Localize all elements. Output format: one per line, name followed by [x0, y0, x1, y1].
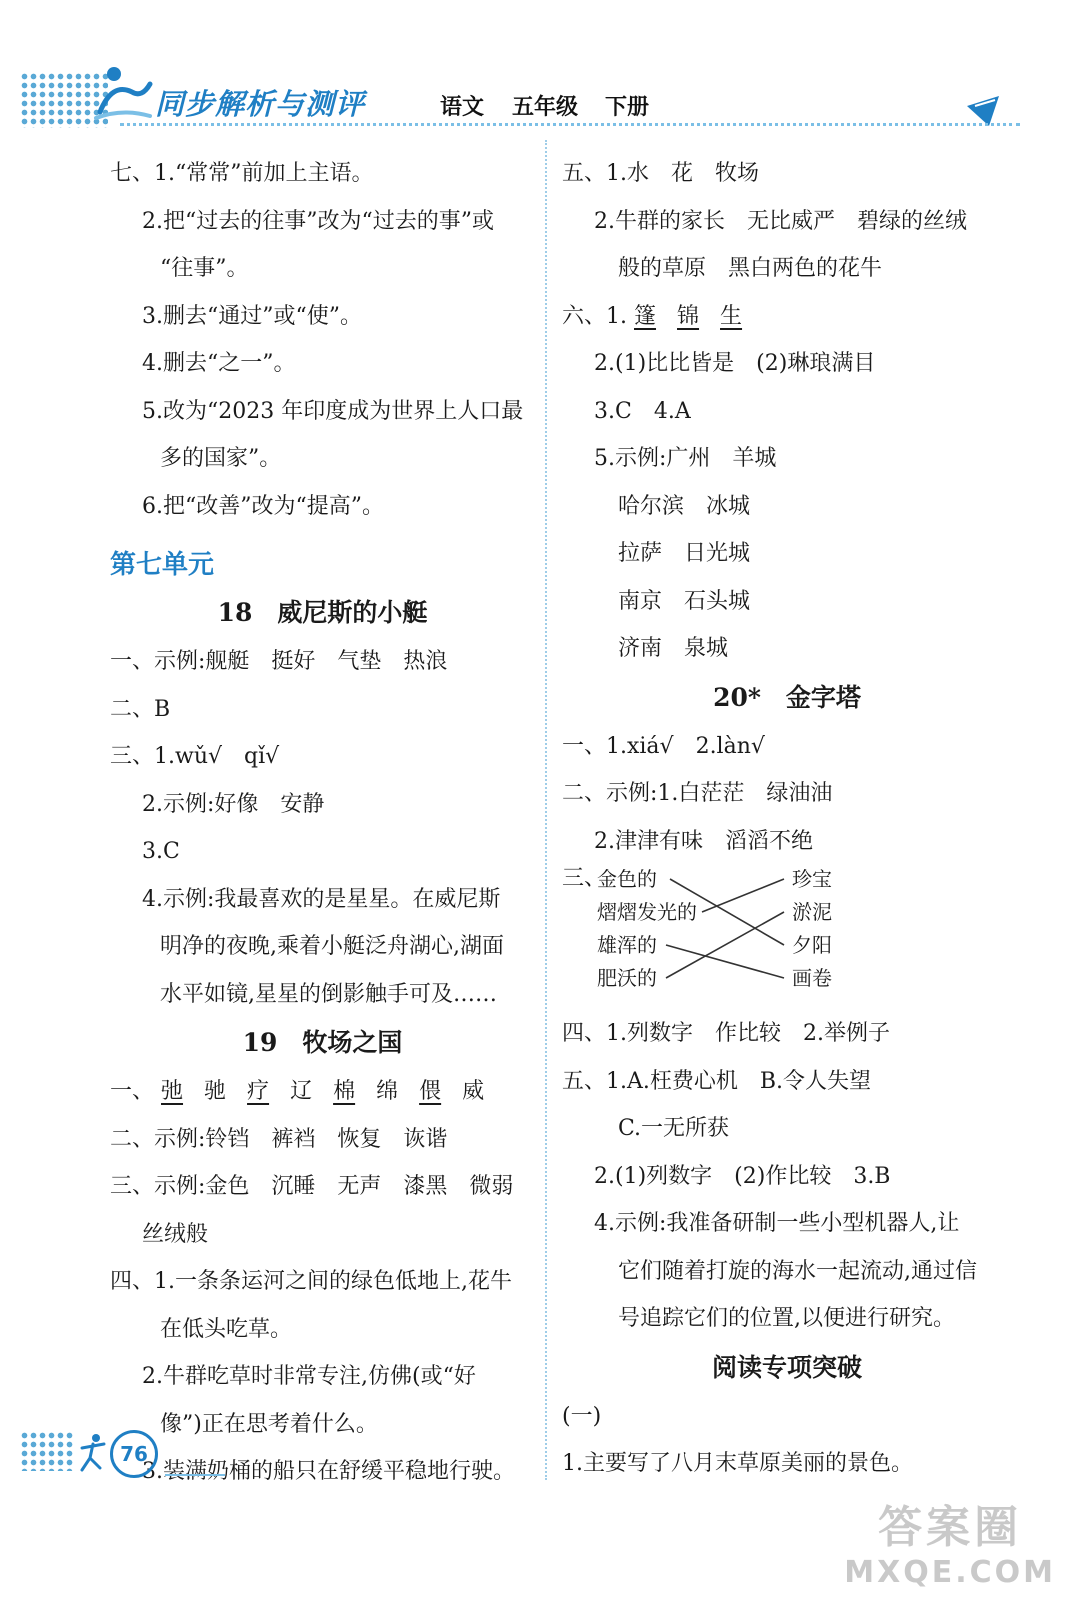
lesson-20-title: 20* 金字塔 — [713, 682, 861, 712]
footer-rule — [165, 1474, 225, 1476]
page-header — [0, 0, 1081, 140]
liu-word: 锦 — [677, 303, 700, 329]
liu-answer-3: 3.C 4.A — [594, 398, 691, 424]
volume-label: 下册 — [605, 95, 650, 120]
liu-answer-5b: 哈尔滨 冰城 — [618, 493, 751, 519]
l20-answer-5-1b: C.一无所获 — [618, 1116, 730, 1141]
l19-word: 辽 — [290, 1079, 313, 1104]
l20-answer-5-1a: 五、1.A.枉费心机 B.令人失望 — [562, 1068, 872, 1094]
match-right-item: 珍宝 — [792, 867, 832, 891]
l20-answer-4: 四、1.列数字 作比较 2.举例子 — [562, 1021, 890, 1046]
answer-qi-2a: 2.把“过去的往事”改为“过去的事”或 — [142, 208, 494, 234]
l20-answer-5-2: 2.(1)列数字 (2)作比较 3.B — [594, 1163, 891, 1189]
matching-exercise — [562, 865, 1012, 1065]
l19-answer-4-2a: 2.牛群吃草时非常专注,仿佛(或“好 — [142, 1364, 476, 1389]
l19-answer-3b: 丝绒般 — [142, 1221, 209, 1247]
answer-qi-2b: “往事”。 — [160, 256, 249, 281]
l18-answer-2: 二、B — [110, 696, 171, 722]
answer-qi-5b: 多的国家”。 — [160, 446, 282, 471]
liu-word: 生 — [720, 303, 743, 329]
reading-part-1: (一) — [562, 1403, 602, 1429]
match-left-item: 金色的 — [597, 867, 657, 891]
liu-answer-5c: 拉萨 日光城 — [618, 541, 751, 566]
match-right-item: 夕阳 — [792, 933, 832, 957]
l20-answer-5-4c: 号追踪它们的位置,以便进行研究。 — [618, 1306, 955, 1331]
wu-answer-1: 五、1.水 花 牧场 — [562, 161, 759, 186]
l18-answer-3-4a: 4.示例:我最喜欢的是星星。在威尼斯 — [142, 886, 501, 912]
l18-answer-1: 一、示例:舰艇 挺好 气垫 热浪 — [110, 649, 448, 674]
left-column — [110, 150, 535, 1496]
l20-answer-2-1: 二、示例:1.白茫茫 绿油油 — [562, 781, 833, 806]
subject-label: 语文 — [440, 95, 485, 120]
l20-answer-5-4b: 它们随着打旋的海水一起流动,通过信 — [618, 1258, 977, 1284]
logo-icon — [92, 62, 154, 124]
l20-answer-1: 一、1.xiá√ 2.làn√ — [562, 733, 765, 759]
l19-answer-4-3: 3.装满奶桶的船只在舒缓平稳地行驶。 — [142, 1459, 515, 1484]
l18-answer-3-4c: 水平如镜,星星的倒影触手可及…… — [160, 981, 497, 1007]
l19-word: 绵 — [376, 1079, 399, 1104]
page-number: 76 — [110, 1430, 158, 1478]
l18-answer-3-3: 3.C — [142, 839, 180, 864]
column-divider — [545, 140, 547, 1480]
liu-answer-5e: 济南 泉城 — [618, 636, 729, 661]
l19-word: 偎 — [419, 1079, 442, 1104]
l19-answer-4-1b: 在低头吃草。 — [160, 1316, 293, 1342]
l19-answer-1-prefix: 一、 — [110, 1079, 155, 1104]
answer-qi-6: 6.把“改善”改为“提高”。 — [142, 493, 384, 519]
l19-answer-4-2b: 像”)正在思考着什么。 — [160, 1411, 378, 1437]
l18-answer-3-4b: 明净的夜晚,乘着小艇泛舟湖心,湖面 — [160, 934, 504, 959]
lesson-18-title: 18 威尼斯的小艇 — [217, 598, 428, 627]
header-rule — [120, 123, 1020, 126]
answer-qi-3: 3.删去“通过”或“使”。 — [142, 303, 362, 329]
footer-dot-pattern — [20, 1431, 75, 1471]
answer-qi-5a: 5.改为“2023 年印度成为世界上人口最 — [142, 398, 524, 424]
match-lines — [562, 865, 802, 995]
liu-answer-5d: 南京 石头城 — [618, 588, 751, 614]
lesson-19-title: 19 牧场之国 — [242, 1028, 403, 1057]
wu-answer-2b: 般的草原 黑白两色的花牛 — [618, 256, 883, 281]
watermark-en: MXQE.COM — [844, 1555, 1056, 1590]
watermark — [844, 1491, 1056, 1590]
match-right-item: 淤泥 — [792, 900, 832, 924]
l19-word: 疗 — [247, 1079, 270, 1104]
right-column — [562, 150, 1012, 1488]
match-right-item: 画卷 — [792, 966, 832, 990]
reading-section-title: 阅读专项突破 — [711, 1352, 862, 1382]
match-line — [702, 879, 784, 912]
grade-label: 五年级 — [512, 95, 579, 120]
l20-answer-5-4a: 4.示例:我准备研制一些小型机器人,让 — [594, 1211, 960, 1236]
match-left-item: 肥沃的 — [597, 966, 657, 990]
liu-answer-1-prefix: 六、1. — [562, 303, 627, 329]
l19-answer-2: 二、示例:铃铛 裤裆 恢复 诙谐 — [110, 1126, 448, 1152]
l19-word: 弛 — [161, 1079, 184, 1104]
answer-qi-1: 七、1.“常常”前加上主语。 — [110, 161, 374, 186]
reading-answer-1: 1.主要写了八月末草原美丽的景色。 — [562, 1451, 913, 1476]
l19-word: 棉 — [333, 1079, 356, 1104]
l19-answer-4-1a: 四、1.一条条运河之间的绿色低地上,花牛 — [110, 1269, 512, 1294]
answer-qi-4: 4.删去“之一”。 — [142, 351, 296, 376]
l19-answer-1 — [110, 1068, 535, 1116]
liu-answer-2: 2.(1)比比皆是 (2)琳琅满目 — [594, 351, 876, 376]
star-figure-icon — [78, 1432, 108, 1472]
match-line — [670, 879, 784, 945]
match-line — [666, 912, 784, 978]
brand-title: 同步解析与测评 — [155, 87, 366, 121]
match-left-item: 雄浑的 — [597, 933, 657, 957]
l18-answer-3-1: 三、1.wǔ√ qǐ√ — [110, 744, 280, 769]
l20-answer-2-2: 2.津津有味 滔滔不绝 — [594, 828, 813, 854]
liu-word: 篷 — [634, 303, 657, 329]
l19-word: 驰 — [204, 1079, 227, 1104]
l19-answer-3a: 三、示例:金色 沉睡 无声 漆黑 微弱 — [110, 1174, 514, 1199]
match-line — [666, 945, 784, 978]
watermark-cn: 答案圈 — [878, 1502, 1023, 1553]
l19-word: 威 — [462, 1079, 485, 1104]
liu-answer-1 — [562, 293, 1012, 341]
unit-heading: 第七单元 — [110, 550, 215, 580]
l18-answer-3-2: 2.示例:好像 安静 — [142, 791, 325, 817]
match-left-item: 熠熠发光的 — [597, 900, 697, 924]
wu-answer-2a: 2.牛群的家长 无比威严 碧绿的丝绒 — [594, 208, 967, 234]
liu-answer-5a: 5.示例:广州 羊城 — [594, 446, 777, 471]
match-prefix: 三、 — [562, 866, 607, 891]
